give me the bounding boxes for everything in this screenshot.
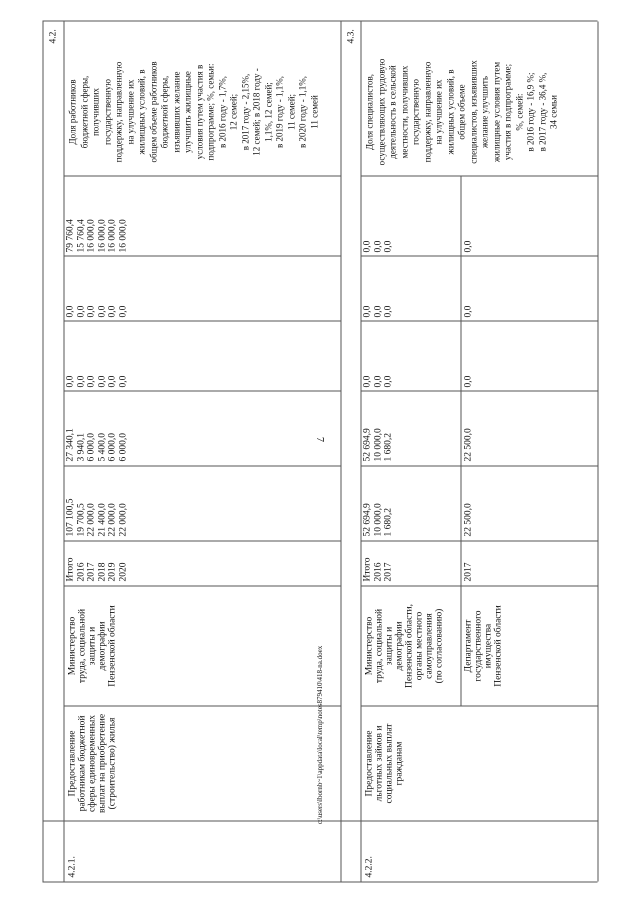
total-column: 52 694,9 10 000,0 1 680,2 — [362, 503, 394, 537]
measure-name: Предоставление льготных займов и социальных выплат гражданам — [364, 723, 405, 804]
total-column: 107 100,5 19 700,5 22 000,0 21 400,0 22 000,0 22 000,0 — [65, 498, 128, 537]
rotated-page — [43, 23, 598, 883]
executor-second: Департамент государственного имущества Пензенской области — [463, 605, 504, 687]
executor: Министерство труда, социальной защиты и демографии Пензенской области, органы местного самоуправления (по согласованию) — [364, 604, 445, 688]
indicator-text: Доля специалистов, осуществляющих трудовую деятельность в сельской местности, получивших государственную поддержку, направленную на улучшение их жилищных условий, в общем объеме специалистов, изъявивших желание улучшить жилищные условия путем участия в подпрограмме; %, семей: в 2016 году - 16,9 %; в 2017 году - 36,4 %, 34 семьи — [364, 58, 559, 166]
funding-col-4: 0,0 0,0 0,0 0,0 0,0 0,0 — [65, 305, 128, 318]
year-cell: 2017 — [463, 562, 474, 582]
funding-col-5-cell: 0,0 — [463, 240, 474, 253]
row-number: 4.2.1. — [67, 856, 78, 878]
funding-col-5: 79 760,4 15 760,4 16 000,0 16 000,0 16 000,0 16 000,0 — [65, 219, 128, 253]
funding-col-3: 0,0 0,0 0,0 0,0 0,0 0,0 — [65, 375, 128, 388]
page-number: 7 — [314, 437, 325, 442]
section-number-4-3: 4.3. — [346, 29, 357, 44]
funding-col-2: 27 340,1 3 940,1 6 000,0 5 400,0 6 000,0 6 000,0 — [65, 428, 128, 462]
total-cell: 22 500,0 — [463, 503, 474, 537]
funding-col-3-cell: 0,0 — [463, 375, 474, 388]
executor: Министерство труда, социальной защиты и демографии Пензенской области — [67, 605, 118, 687]
funding-col-4: 0,0 0,0 0,0 — [362, 305, 394, 318]
funding-col-2: 52 694,9 10 000,0 1 680,2 — [362, 428, 394, 462]
section-number-4-2: 4.2. — [48, 29, 59, 44]
row-number: 4.2.2. — [364, 856, 375, 878]
funding-col-5: 0,0 0,0 0,0 — [362, 240, 394, 253]
funding-col-2-cell: 22 500,0 — [463, 428, 474, 462]
years-column: Итого 2016 2017 — [362, 557, 394, 582]
years-column: Итого 2016 2017 2018 2019 2020 — [65, 557, 128, 582]
funding-col-4-cell: 0,0 — [463, 305, 474, 318]
indicator-text: Доля работников бюджетной сферы, получивших государственную поддержку, направленную на улучшение их жилищных условий, в общем объеме работников бюджетной сферы, изъявивших желание улучшить жилищные условия путем участия в подпрограмме; %, семьи: в 2016 году - 1,7%, 12 семей; в 2017 году - 2,15%, 12 семей; в 2018 году - 1,1%, 12 семей; в 2019 году - 1,1%, 11 семей; в 2020 году - 1,1%, 11 семей — [67, 61, 319, 163]
program-table — [43, 21, 598, 883]
footer-path: c:\users\lbornb~1\appdata\local\temp\notes879410\418-na.doex — [316, 645, 324, 825]
funding-col-3: 0,0 0,0 0,0 — [362, 375, 394, 388]
measure-name: Предоставление работникам бюджетной сферы единовременных выплат на приобретение (строительство) жилья — [67, 713, 118, 814]
